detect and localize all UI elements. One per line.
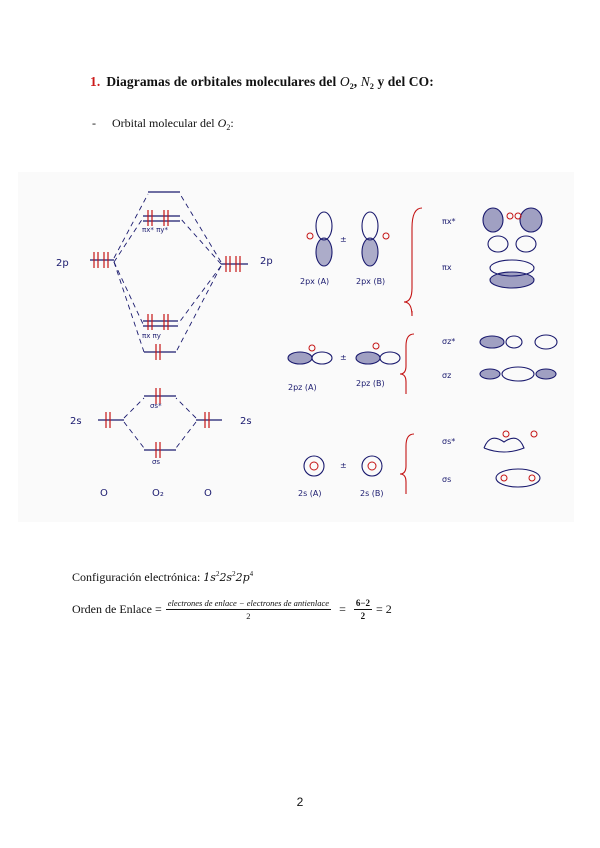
px-a-label: 2px (A) [300,277,330,286]
bullet-sub: 2 [226,123,231,132]
sigma-z-label: σz [442,371,452,380]
bond-order-label: Orden de Enlace = [72,602,162,616]
config-exp-2p: 4 [249,570,254,578]
heading-sep: , [353,74,361,89]
sigma-s-label: σs [442,475,452,484]
bullet-line [92,116,234,132]
configuration-label: Configuración electrónica: [72,570,204,584]
bottom-left-label: O [100,488,108,499]
mo-diagram-figure [18,172,574,522]
bond-order-denominator: 2 [246,611,251,621]
bond-order-numerator: electrones de enlace − electrones de antienlace [167,598,330,608]
bond-order-numeric-fraction [354,598,372,621]
config-term-1s: 1s [203,571,216,584]
bottom-mid-label: O₂ [152,488,164,499]
sigma-s-diagram-label: σs [152,458,161,466]
pz-b-label: 2pz (B) [356,379,385,388]
right-2p-label: 2p [260,256,273,267]
config-term-2p: 2p [235,571,250,584]
section-heading [90,74,434,91]
left-2p-label: 2p [56,258,69,269]
heading-symbol-n: N [360,74,370,89]
sigma-s-star-label: σs* [442,437,456,446]
heading-sub-o: 2 [349,82,354,91]
heading-sub-n: 2 [369,82,374,91]
electron-configuration [72,570,253,585]
s-b-label: 2s (B) [360,489,384,498]
heading-text-a: Diagramas de orbitales moleculares del [106,74,340,89]
left-2s-label: 2s [70,416,82,427]
px-b-label: 2px (B) [356,277,386,286]
bullet-dash: - [92,116,96,130]
bond-order-fraction [166,598,331,621]
bond-order-formula [72,598,392,621]
bond-order-equals: = [339,602,346,616]
config-exp-1s: 2 [215,570,220,578]
heading-number: 1. [90,74,101,89]
config-exp-2s: 2 [232,570,236,578]
bullet-symbol: O [217,116,227,130]
bottom-right-label: O [204,488,212,499]
px-plus-minus: ± [340,235,347,244]
pz-plus-minus: ± [340,353,347,362]
pi-pair-label: πx πy [142,332,161,340]
config-term-2s: 2s [219,571,233,584]
bullet-tail: : [230,116,234,130]
heading-symbol-o: O [339,74,350,89]
bond-order-numeric-numerator: 6−2 [355,598,370,608]
s-a-label: 2s (A) [298,489,322,498]
pi-label: πx [442,263,452,272]
bond-order-result: = 2 [376,602,392,616]
page-number: 2 [296,795,304,809]
s-plus-minus: ± [340,461,347,470]
sigma-s-star-diagram-label: σs* [150,402,162,410]
bond-order-numeric-denominator: 2 [360,611,366,621]
sigma-z-star-label: σz* [442,337,456,346]
pi-star-label: πx* [442,217,456,226]
pz-a-label: 2pz (A) [288,383,317,392]
right-2s-label: 2s [240,416,252,427]
pi-star-pair-label: πx* πy* [142,226,168,234]
bullet-text: Orbital molecular del [112,116,218,130]
heading-text-b: y del CO: [373,74,434,89]
